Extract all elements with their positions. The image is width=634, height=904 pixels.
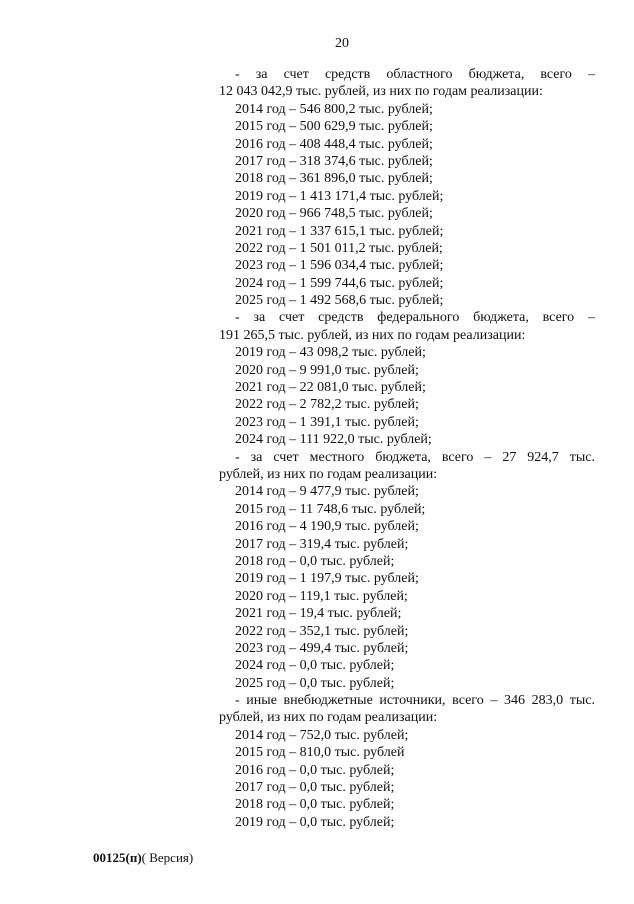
year-line: 2020 год – 9 991,0 тыс. рублей;: [235, 362, 419, 378]
year-line: 2022 год – 352,1 тыс. рублей;: [235, 623, 409, 639]
year-line: 2015 год – 500 629,9 тыс. рублей;: [235, 119, 433, 135]
year-line: 2023 год – 1 596 034,4 тыс. рублей;: [235, 258, 444, 274]
year-line: 2024 год – 1 599 744,6 тыс. рублей;: [235, 275, 444, 291]
section-heading-cont: рублей, из них по годам реализации:: [219, 710, 438, 726]
year-line: 2021 год – 22 081,0 тыс. рублей;: [235, 380, 426, 396]
year-line: 2019 год – 1 413 171,4 тыс. рублей;: [235, 188, 444, 204]
year-line: 2014 год – 752,0 тыс. рублей;: [235, 727, 409, 743]
year-line: 2019 год – 0,0 тыс. рублей;: [235, 814, 395, 830]
year-line: 2025 год – 1 492 568,6 тыс. рублей;: [235, 293, 444, 309]
page-number: 20: [335, 36, 349, 51]
year-line: 2020 год – 119,1 тыс. рублей;: [235, 588, 408, 604]
year-line: 2022 год – 2 782,2 тыс. рублей;: [235, 397, 419, 413]
section-heading: - иные внебюджетные источники, всего – 346 283,0 тыс.: [235, 693, 595, 709]
year-line: 2017 год – 0,0 тыс. рублей;: [235, 780, 395, 796]
year-line: 2018 год – 361 896,0 тыс. рублей;: [235, 171, 433, 187]
funding-section-federal: [219, 309, 595, 448]
year-line: 2014 год – 9 477,9 тыс. рублей;: [235, 484, 419, 500]
year-line: 2016 год – 408 448,4 тыс. рублей;: [235, 136, 433, 152]
year-line: 2017 год – 318 374,6 тыс. рублей;: [235, 153, 433, 169]
year-line: 2015 год – 11 748,6 тыс. рублей;: [235, 501, 426, 517]
year-line: 2021 год – 19,4 тыс. рублей;: [235, 606, 402, 622]
document-code: 00125(п): [93, 850, 142, 865]
year-line: 2016 год – 0,0 тыс. рублей;: [235, 762, 395, 778]
year-line: 2018 год – 0,0 тыс. рублей;: [235, 797, 395, 813]
year-line: 2023 год – 1 391,1 тыс. рублей;: [235, 414, 419, 430]
document-footer: [93, 850, 193, 866]
section-heading: - за счет местного бюджета, всего – 27 924,7 тыс.: [235, 449, 595, 465]
funding-content: [219, 66, 595, 831]
funding-section-local: [219, 449, 595, 692]
funding-section-regional: [219, 66, 595, 309]
year-line: 2014 год – 546 800,2 тыс. рублей;: [235, 101, 433, 117]
funding-section-other: [219, 692, 595, 831]
year-line: 2019 год – 1 197,9 тыс. рублей;: [235, 571, 419, 587]
document-version: ( Версия): [141, 850, 194, 865]
section-heading-cont: 191 265,5 тыс. рублей, из них по годам реализации:: [219, 327, 526, 343]
year-line: 2019 год – 43 098,2 тыс. рублей;: [235, 345, 426, 361]
section-heading: - за счет средств федерального бюджета, всего –: [235, 310, 595, 326]
year-line: 2023 год – 499,4 тыс. рублей;: [235, 640, 409, 656]
year-line: 2020 год – 966 748,5 тыс. рублей;: [235, 206, 433, 222]
year-line: 2025 год – 0,0 тыс. рублей;: [235, 675, 395, 691]
section-heading: - за счет средств областного бюджета, всего –: [235, 67, 595, 82]
year-line: 2024 год – 0,0 тыс. рублей;: [235, 658, 395, 674]
year-line: 2018 год – 0,0 тыс. рублей;: [235, 553, 395, 569]
year-line: 2024 год – 111 922,0 тыс. рублей;: [235, 432, 432, 448]
year-line: 2021 год – 1 337 615,1 тыс. рублей;: [235, 223, 444, 239]
year-line: 2022 год – 1 501 011,2 тыс. рублей;: [235, 240, 443, 256]
section-heading-cont: 12 043 042,9 тыс. рублей, из них по годам реализации:: [219, 84, 543, 100]
section-heading-cont: рублей, из них по годам реализации:: [219, 466, 438, 482]
year-line: 2017 год – 319,4 тыс. рублей;: [235, 536, 409, 552]
year-line: 2016 год – 4 190,9 тыс. рублей;: [235, 519, 419, 535]
year-line: 2015 год – 810,0 тыс. рублей: [235, 745, 405, 761]
